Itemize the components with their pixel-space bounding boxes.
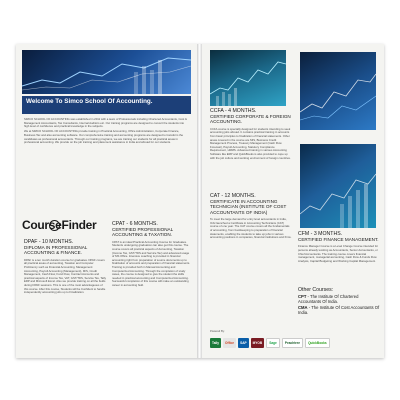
other-courses-title: Other Courses: bbox=[298, 287, 334, 293]
course-description: CPAT is an ideal Practical Accounting Course for Graduates. Students undergoing graduation can also get this course. The course covers all practical aspects of Accounting, Taxation (Income Tax, GST/TDS and Service Tax) and advanced usage of MS Office. Intensive coaching is provided in financial accounting right from preparation of source documents up to finalization of accounts and preparation of financial statements. Training is provided both in Manual Accounting and Computerized Accounting. Through the completion of study cases, the course is designed to give the student the skills needed in practical accounting and Computerized Accounting. Successful completion of this course will make an outstanding career in accounting field. bbox=[112, 239, 191, 287]
course-subtitle: CERTIFIED CORPORATE & FOREIGN ACCOUNTING. bbox=[210, 114, 291, 125]
finder-logo-part1: Course bbox=[22, 218, 62, 232]
course-title: CFM - 3 MONTHS. bbox=[298, 231, 343, 237]
intro-paragraph: We at SIMCO SCHOOL OF ACCOUNTING provide training in Practical Accounting, Office Administration, Corporate Finance, Business Tax and also accounting software. Our comprehensive training and accounting programs are designed to transform the candidates as professional accountants. Through our training programs, we are training our students for all practical areas in professional accounting. We provide on the job training and placement assistance in India and abroad for our students. bbox=[24, 129, 183, 145]
chart-screen-graphic bbox=[300, 52, 376, 130]
other-course-item bbox=[298, 294, 380, 305]
finder-logo-part2: Finder bbox=[61, 218, 97, 232]
magnifier-icon bbox=[49, 220, 60, 231]
course-subtitle: CERTIFIED PROFESSIONAL ACCOUNTING & TAXATION. bbox=[112, 227, 174, 238]
chart-screen-graphic bbox=[210, 50, 286, 106]
course-cfm bbox=[298, 231, 380, 263]
course-subtitle: CERTIFIED FINANCE MANAGEMENT. bbox=[298, 237, 379, 242]
course-cpat bbox=[112, 221, 192, 288]
course-title: CPAT - 6 MONTHS. bbox=[112, 221, 158, 227]
course-subtitle: CERTIFICATE IN ACCOUNTING TECHNICIAN (INSTITUTE OF COST ACCOUNTANTS OF INDIA) bbox=[210, 199, 287, 215]
course-title: CAT - 12 MONTHS. bbox=[210, 193, 256, 199]
course-finder-logo bbox=[22, 217, 104, 239]
course-ccfa bbox=[210, 108, 292, 160]
other-course-item bbox=[298, 305, 380, 316]
left-page bbox=[16, 44, 197, 358]
course-description: CCFA course is specially designed for students intending to seek accounting jobs abroad. It contains practical training in accounts from basic principles to finalization of financial statements. Other areas covered in the course are MIS, Business Credit Management Process, Treasury Management (Cash Flow Forecast), Payroll Accounting, Statutory Compliance Requirement, HRMS. Advanced training in various Accounting Software like ERP and QuickBooks is also provided to cope up with the job culture and working environment of foreign countries. bbox=[210, 126, 291, 160]
right-page bbox=[202, 44, 384, 358]
hero-image bbox=[22, 50, 191, 94]
other-courses bbox=[298, 287, 380, 316]
course-cat bbox=[210, 193, 292, 240]
myob-logo: MYOB bbox=[251, 338, 265, 348]
other-course-code: CPT bbox=[298, 294, 307, 299]
sap-logo: SAP bbox=[238, 338, 249, 348]
other-course-label: - The Institute Of Chartered Accountants Of India. bbox=[298, 294, 359, 305]
brochure-spread bbox=[16, 44, 384, 358]
course-subtitle: DIPLOMA IN PROFESSIONAL ACCOUNTING & FINANCE. bbox=[24, 245, 88, 256]
welcome-banner bbox=[22, 96, 191, 114]
intro-paragraph: SIMCO SCHOOL OF ACCOUNTING was established in 2011 with a team of Professionals including Chartered Accountants, Cost & Management Accountants, Tax Consultants, Internal Auditors etc. Our training programs are designed to convert the students into high level of confidence and practical knowledge in the subjects. bbox=[24, 117, 187, 129]
other-course-code: CMA bbox=[298, 304, 308, 310]
course-title: CCFA - 4 MONTHS. bbox=[210, 108, 257, 114]
chart-screen-graphic bbox=[300, 144, 376, 228]
course-description: Finance Manager Course is a Level Change Course intended for persons already working as Accountants, Senior Accountants, or Chief Accountants. The training course covers financial management, managerial accounting, Cash Flow & Funds Flow Analysis, Capital Budgeting and Working Capital Management. bbox=[298, 244, 379, 263]
intro-text bbox=[24, 118, 190, 146]
powered-by-label: Powered By: bbox=[210, 330, 225, 333]
course-dpaf bbox=[24, 239, 106, 295]
sage-logo: Sage bbox=[266, 338, 280, 348]
quickbooks-logo: QuickBooks bbox=[305, 338, 330, 348]
finance-photo-top-right bbox=[300, 52, 376, 130]
software-logo-strip bbox=[210, 336, 380, 350]
course-description: DPAF is a ten month duration course for graduates. DPAF covers all practical areas of accounting, Taxation and Computer Proficiency such as Financial Accounting, Management Accounting, Payroll Accounting (Management), MIS, Credit Management, Cash Flow, Fund Flow, Contract Accounts and practical aspects of Income Tax, VAT, GST/TDS, Service Tax, Tally ERP and Microsoft Excel. Also we provide training on all the fields during DPAF sessions. This is one of the most advantageous of this course. After this course, Students will be Confident to handle independently accounting jobs up to Finalization. bbox=[24, 257, 106, 295]
banner-title: Welcome To Simco School Of Accounting. bbox=[26, 98, 153, 105]
finance-photo-top-left bbox=[210, 50, 286, 106]
hero-graph-graphic bbox=[22, 50, 191, 94]
other-course-label: - The Institute Of Cost Accountants Of India. bbox=[298, 304, 380, 316]
tally-logo: Tally bbox=[210, 338, 221, 348]
office-logo: Office bbox=[223, 338, 236, 348]
course-description: To meet the large demand for entry level accountants in India, ICAI launched a Certificate in Accounting Technicians (CAT) course of one year. The CAT course covers all the fundamentals of accounting, from bookkeeping to preparation of financial statements, enabling the students to take up jobs in various accounting positions in companies, financial institutions and firms. bbox=[210, 217, 292, 240]
finance-photo-middle-right bbox=[300, 144, 376, 228]
peachtree-logo: Peachtree bbox=[282, 338, 303, 348]
course-title: DPAF - 10 MONTHS. bbox=[24, 239, 74, 245]
